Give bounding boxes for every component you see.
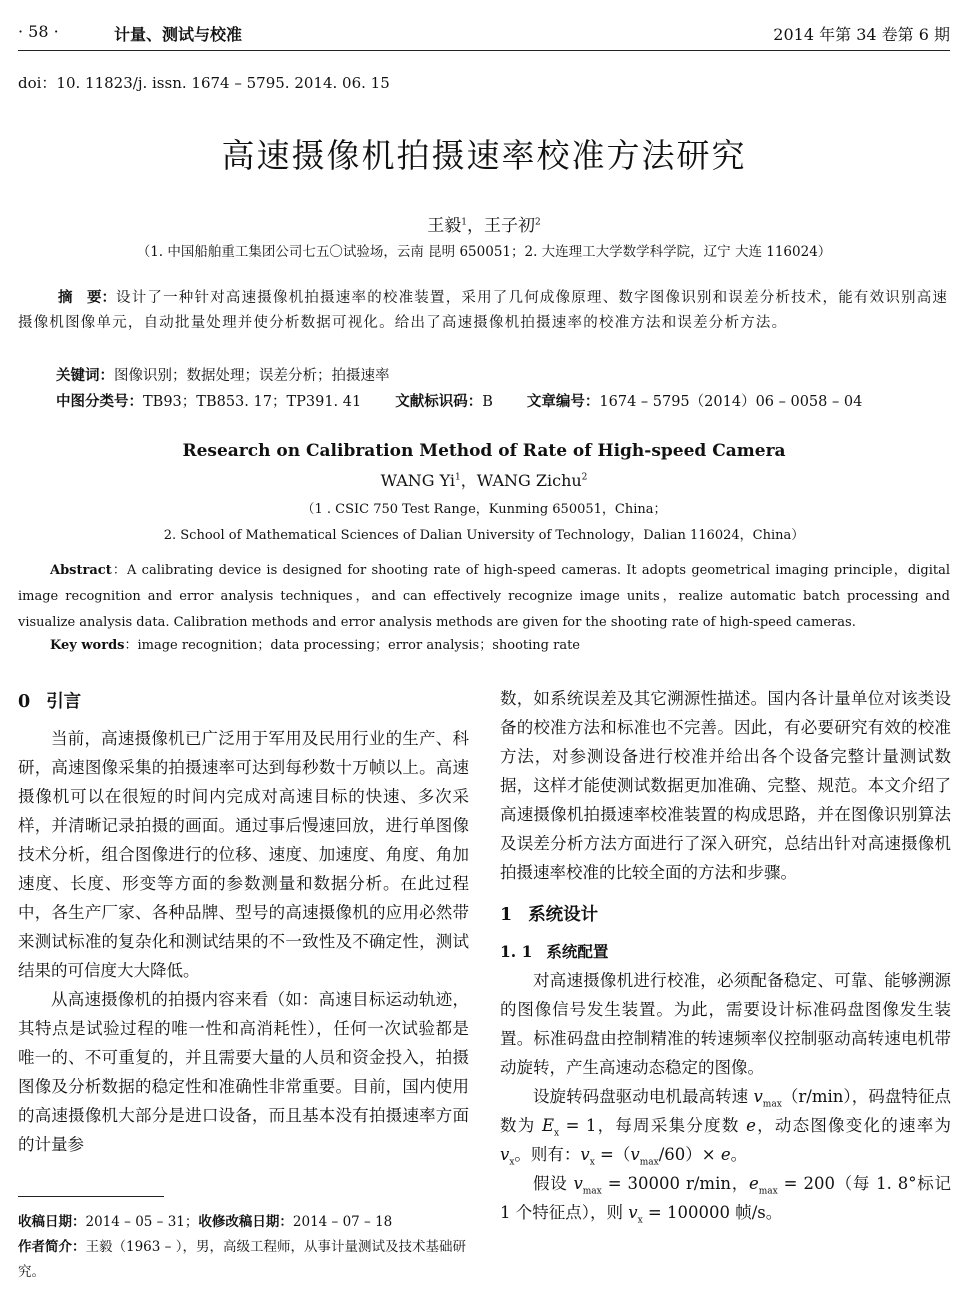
keywords-en-colon: ： bbox=[124, 638, 138, 653]
doc-code-label: 文献标识码： bbox=[395, 394, 483, 410]
received-value: 2014 – 05 – 31； bbox=[85, 1214, 199, 1230]
author-superscript: 1 bbox=[461, 217, 467, 228]
doc-code-value: B bbox=[482, 394, 493, 410]
article-number-value: 1674 – 5795（2014）06 – 0058 – 04 bbox=[599, 394, 863, 410]
subsection-heading-system-config bbox=[500, 937, 951, 966]
author-separator: ， bbox=[460, 471, 477, 490]
bio-label: 作者简介： bbox=[18, 1239, 86, 1255]
paragraph-formula: 假设 $v_{max} = 30000$ r/min，$e_{max} = 200$（每 1. 8°标记 1 个特征点），则 $v_x = 100000$ 帧/s。 bbox=[500, 1174, 952, 1226]
authors-cn bbox=[0, 211, 968, 236]
header-rule bbox=[18, 50, 950, 51]
section-number: 1 bbox=[500, 905, 513, 925]
keywords-en-label: Key words bbox=[50, 638, 125, 653]
revised-label: 收修改稿日期： bbox=[198, 1214, 293, 1230]
page-number: · 58 · bbox=[18, 22, 59, 41]
bio-value: 王毅（1963 – ），男，高级工程师，从事计量测试及技术基础研究。 bbox=[18, 1239, 466, 1280]
received-label: 收稿日期： bbox=[18, 1214, 86, 1230]
keywords-cn-text: 图像识别；数据处理；误差分析；拍摄速率 bbox=[114, 368, 390, 384]
affiliation-cn: （1. 中国船舶重工集团公司七五〇试验场，云南 昆明 650051；2. 大连理工大学数学科学院，辽宁 大连 116024） bbox=[136, 244, 832, 260]
abstract-en-text: A calibrating device is designed for shooting rate of high-speed cameras. It adopts geometrical imaging principle，digital image recognition and error analysis techniques，and can effectively recognize image units，realize automatic batch processing and visualize analysis data. Calibration methods and error analysis methods are given for the shooting rate of high-speed cameras. bbox=[18, 563, 950, 630]
author-superscript: 2 bbox=[535, 217, 541, 228]
author-name: 王毅 bbox=[427, 216, 462, 236]
paragraph-continued: 数，如系统误差及其它溯源性描述。国内各计量单位对该类设备的校准方法和标准也不完善。因此，有必要研究有效的校准方法，对参测设备进行校准并给出各个设备完整计量测试数据，这样才能使测试数据更加准确、完整、规范。本文介绍了高速摄像机拍摄速率校准装置的构成思路，并在图像识别算法及误差分析方法方面进行了深入研究，总结出针对高速摄像机拍摄速率校准的比较全面的方法和步骤。 bbox=[500, 689, 951, 882]
clc-value: TB93；TB853. 17；TP391. 41 bbox=[143, 394, 362, 410]
paragraph: 当前，高速摄像机已广泛用于军用及民用行业的生产、科研，高速图像采集的拍摄速率可达到每秒数十万帧以上。高速摄像机可以在很短的时间内完成对高速目标的快速、多次采样，并清晰记录拍摄的画面。通过事后慢速回放，进行单图像技术分析，组合图像进行的位移、速度、加速度、角度、角加速度、长度、形变等方面的参数测量和数据分析。在此过程中，各生产厂家、各种品牌、型号的高速摄像机的应用必然带来测试标准的复杂化和测试结果的不一致性及不确定性，测试结果的可信度大大降低。 bbox=[18, 729, 469, 980]
running-header bbox=[18, 22, 950, 48]
title-cn: 高速摄像机拍摄速率校准方法研究 bbox=[221, 136, 747, 175]
keywords-en-text: image recognition；data processing；error analysis；shooting rate bbox=[137, 638, 581, 653]
footnote-rule bbox=[18, 1196, 164, 1197]
affiliation-en-line1: （1 . CSIC 750 Test Range，Kunming 650051，China； bbox=[301, 502, 667, 517]
right-column bbox=[500, 684, 951, 1227]
issue-info: 2014 年第 34 卷第 6 期 bbox=[773, 25, 950, 44]
paragraph-formula: 设旋转码盘驱动电机最高转速 $v_{max}(r/\min)$，码盘特征点数为 $E_x = 1$，每周采集分度数 e，动态图像变化的速率为 $v_x$。则有：$v_x =(v_{max}/60)\times e$。 bbox=[500, 1087, 952, 1168]
section-number: 0 bbox=[18, 692, 31, 712]
author-bio bbox=[18, 1235, 469, 1285]
clc-label: 中图分类号： bbox=[56, 394, 143, 410]
authors-en bbox=[0, 468, 968, 491]
author-superscript: 1 bbox=[455, 472, 461, 483]
subsection-number: 1. 1 bbox=[500, 942, 533, 961]
left-column bbox=[18, 684, 469, 1159]
paragraph: 对高速摄像机进行校准，必须配备稳定、可靠、能够溯源的图像信号发生装置。为此，需要设计标准码盘图像发生装置。标准码盘由控制精准的转速频率仪控制驱动高转速电机带动旋转，产生高速动态稳定的图像。 bbox=[500, 971, 951, 1077]
abstract-en-label: Abstract bbox=[50, 563, 112, 578]
author-separator: ， bbox=[467, 216, 484, 236]
abstract-cn-label: 摘 要： bbox=[58, 290, 116, 306]
author-superscript: 2 bbox=[581, 472, 588, 483]
section-heading-introduction bbox=[18, 684, 469, 724]
paragraph: 从高速摄像机的拍摄内容来看（如：高速目标运动轨迹，其特点是试验过程的唯一性和高消耗性），任何一次试验都是唯一的、不可重复的，并且需要大量的人员和资金投入，拍摄图像及分析数据的稳定性和准确性非常重要。目前，国内使用的高速摄像机大部分是进口设备，而且基本没有拍摄速率方面的计量参 bbox=[18, 990, 469, 1154]
section-title: 系统设计 bbox=[528, 905, 599, 925]
author-name: 王子初 bbox=[484, 216, 535, 236]
section-title: 引言 bbox=[46, 692, 82, 712]
affiliation-en-line2: 2. School of Mathematical Sciences of Dalian University of Technology，Dalian 116024，China） bbox=[163, 528, 805, 543]
doi: doi：10. 11823/j. issn. 1674 – 5795. 2014. 06. 15 bbox=[18, 74, 390, 92]
author-name: WANG Zichu bbox=[476, 471, 582, 490]
abstract-cn bbox=[18, 286, 950, 336]
section-heading-system-design bbox=[500, 897, 951, 937]
classification-line bbox=[56, 390, 862, 411]
journal-name: 计量、测试与校准 bbox=[114, 25, 243, 44]
keywords-cn-label: 关键词： bbox=[56, 368, 114, 384]
article-number-label: 文章编号： bbox=[526, 394, 600, 410]
footnote bbox=[18, 1210, 469, 1285]
abstract-en bbox=[18, 558, 950, 636]
keywords-cn bbox=[56, 364, 390, 385]
revised-value: 2014 – 07 – 18 bbox=[292, 1214, 393, 1230]
keywords-en bbox=[50, 634, 580, 653]
title-en: Research on Calibration Method of Rate of High-speed Camera bbox=[182, 441, 786, 461]
abstract-cn-text: 设计了一种针对高速摄像机拍摄速率的校准装置，采用了几何成像原理、数字图像识别和误差分析技术，能有效识别高速摄像机图像单元，自动批量处理并使分析数据可视化。给出了高速摄像机拍摄速率的校准方法和误差分析方法。 bbox=[18, 290, 949, 331]
subsection-title: 系统配置 bbox=[546, 943, 609, 961]
received-dates bbox=[18, 1210, 469, 1235]
author-name: WANG Yi bbox=[380, 471, 456, 490]
abstract-en-colon: ： bbox=[111, 563, 127, 578]
